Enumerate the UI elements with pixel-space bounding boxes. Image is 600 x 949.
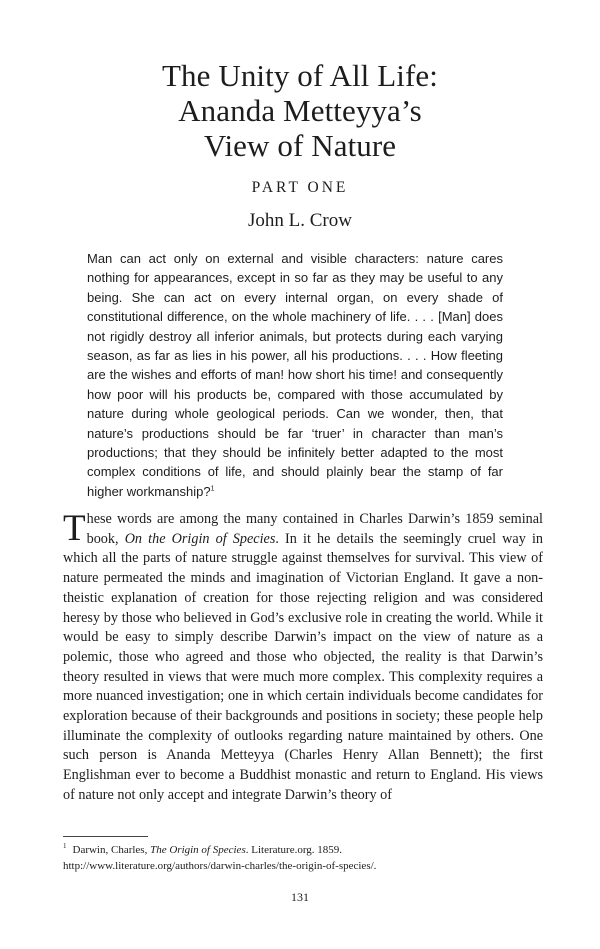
author-name: John L. Crow: [248, 210, 352, 231]
footnote-title: The Origin of Species: [150, 844, 246, 856]
book-title: On the Origin of Species: [124, 530, 276, 547]
epigraph: [87, 249, 503, 501]
body-paragraph: [63, 510, 543, 806]
footnote: [63, 842, 543, 874]
footnote-source: . Literature.org. 1859.: [245, 844, 343, 856]
body-lead: hese words are among the many contained in Charles Darwin’s 1859 seminal book,: [86, 511, 543, 547]
title-line-2: Ananda Metteyya’s: [178, 93, 422, 128]
title-line-1: The Unity of All Life:: [162, 58, 438, 93]
part-label: PART ONE: [251, 179, 349, 196]
epigraph-footnote-ref: 1: [210, 485, 215, 493]
page-number: 131: [291, 890, 309, 904]
body-rest: . In it he details the seemingly cruel way in which all the parts of nature struggle against themselves for survival. This view of nature permeated the minds and imagination of Victorian England. It gave a non-theistic explanation of creation for those rejecting religion and was considered heresy by those who believed in God’s exclusive role in creating the world. While it would be easy to simply describe Darwin’s impact on the view of nature as a polemic, those who agreed and those who objected, the reality is that Darwin’s theory resulted in views that were much more complex. This complexity requires a more nuanced investigation; one in which certain individuals become candidates for exploration because of their backgrounds and positions in society; these people help illuminate the complexity of outlooks regarding nature maintained by others. One such person is Ananda Metteyya (Charles Henry Allan Bennett); the first Englishman ever to become a Buddhist monastic and return to England. His views of nature not only accept and integrate Darwin’s theory of: [63, 530, 544, 803]
epigraph-text: Man can act only on external and visible characters: nature cares nothing for appearances, except in so far as they may be useful to any being. She can act on every internal organ, on every shade of constitutional difference, on the whole machinery of life. . . . [Man] does not rigidly destroy all inferior animals, but protects during each varying season, as far as lies in his power, all his productions. . . . How fleeting are the wishes and efforts of man! how short his time! and consequently how poor will his products be, compared with those accumulated by nature during whole geological periods. Can we wonder, then, that nature’s productions should be far ‘truer’ in character than man’s productions; that they should be infinitely better adapted to the most complex conditions of life, and should plainly bear the stamp of far higher workmanship?: [87, 251, 503, 499]
footnote-url[interactable]: http://www.literature.org/authors/darwin-charles/the-origin-of-species/.: [63, 860, 377, 872]
footnote-number: 1: [63, 842, 67, 851]
footnote-divider: [63, 836, 148, 837]
footnote-author: Darwin, Charles,: [72, 844, 151, 856]
title-line-3: View of Nature: [203, 128, 397, 163]
drop-cap: T: [63, 508, 86, 549]
footnote-line-1: [63, 842, 543, 858]
article-title: [0, 58, 600, 163]
